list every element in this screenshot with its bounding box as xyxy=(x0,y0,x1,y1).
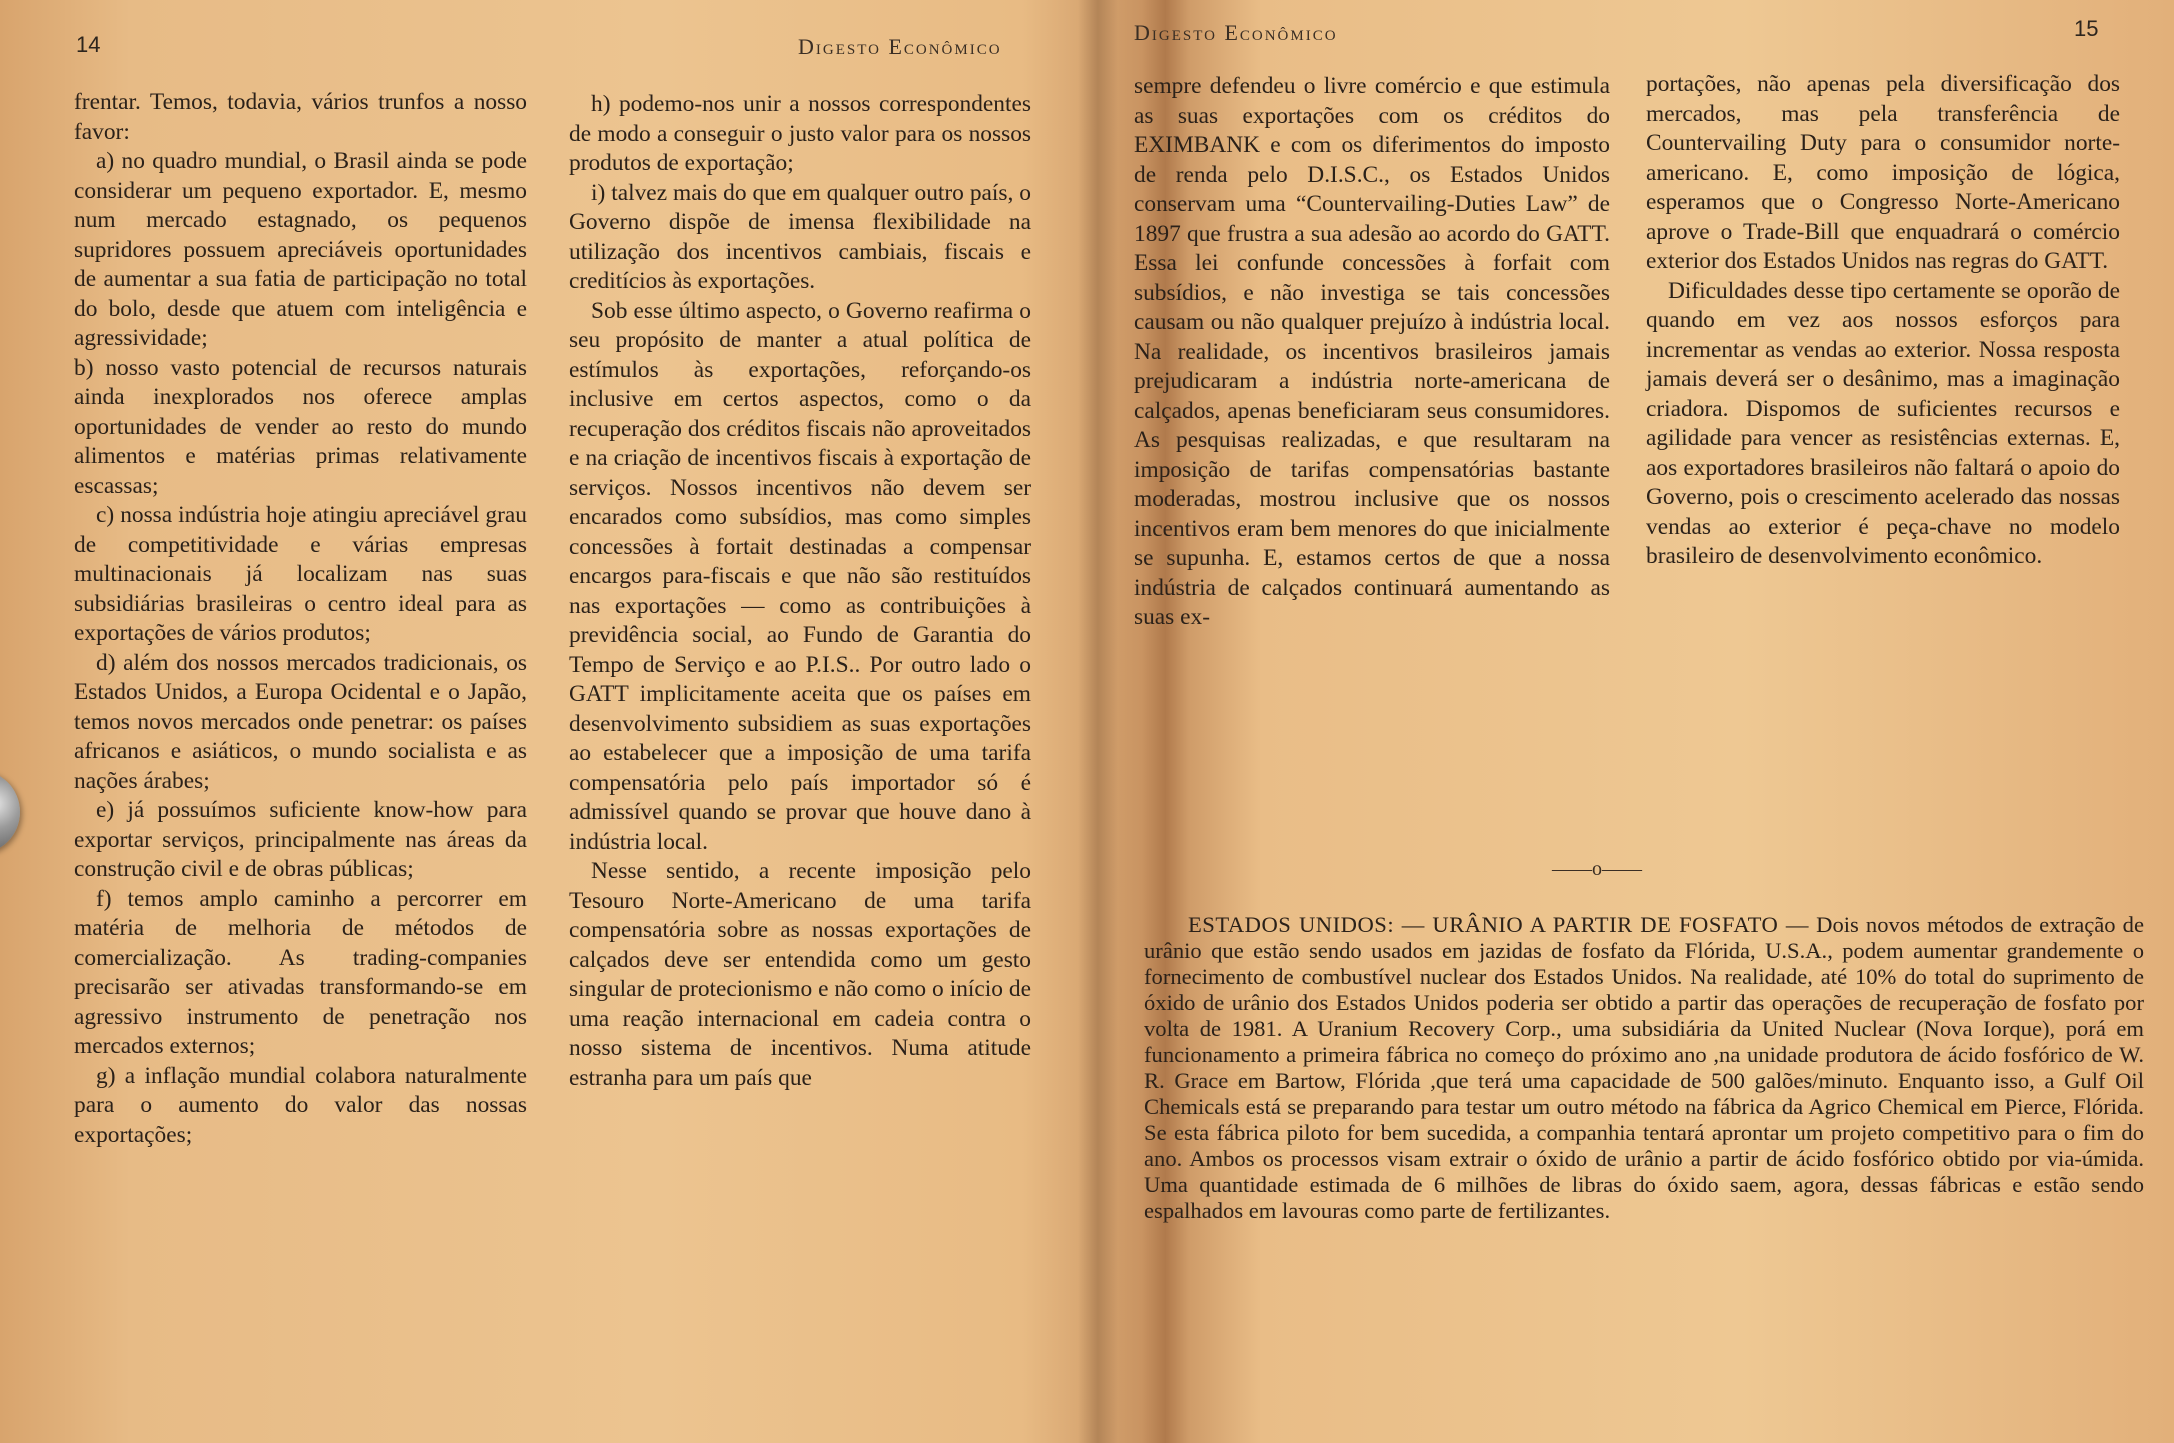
page-number-left: 14 xyxy=(76,32,101,57)
paragraph: i) talvez mais do que em qualquer outro país, o Governo dispõe de imensa flexibilidade na utilização dos incentivos cambiais, fiscais e creditícios às exportações. xyxy=(569,179,1031,294)
left-column-1 xyxy=(74,88,527,1150)
running-head-left: Digesto Econômico xyxy=(798,34,1002,59)
news-body: Dois novos métodos de extração de urânio que estão sendo usados em jazidas de fosfato da Flórida, U.S.A., podem aumentar grandemente o fornecimento de combustível nuclear dos Estados Unidos. Na realidade, até 10% do total do suprimento de óxido de urânio dos Estados Unidos poderia ser obtido a partir das operações de recuperação de fosfato por volta de 1981. A Uranium Recovery Corp., uma subsidiária da United Nuclear (Nova Iorque), porá em funcionamento a primeira fábrica no começo do próximo ano ,na unidade produtora de ácido fosfórico de W. R. Grace em Bartow, Flórida ,que terá uma capacidade de 500 galões/minuto. Enquanto isso, a Gulf Oil Chemicals está se preparando para testar um outro método na fábrica da Agrico Chemical em Pierce, Flórida. Se esta fábrica piloto for bem sucedida, a companhia tentará aprontar um projeto competitivo para o fim do ano. Ambos os processos visam extrair o óxido de urânio a partir de ácido fosfórico obtido por via-úmida. Uma quantidade estimada de 6 milhões de libras do óxido saem, agora, dessas fábricas e estão sendo espalhados em lavouras como parte de fertilizantes. xyxy=(1144,912,2144,1223)
paragraph: sempre defendeu o livre comércio e que estimula as suas exportações com os créditos do EXIMBANK e com os diferimentos do imposto de renda pelo D.I.S.C., os Estados Unidos conservam uma “Countervailing-Duties Law” de 1897 que frustra a sua adesão ao acordo do GATT. Essa lei confunde concessões à forfait com subsídios, e não investiga se tais concessões causam ou não qualquer prejuízo à indústria local. Na realidade, os incentivos brasileiros jamais prejudicaram a indústria norte-americana de calçados, apenas beneficiaram seus consumidores. As pesquisas realizadas, e que resultaram na imposição de tarifas compensatórias bastante moderadas, mostrou inclusive que os nossos incentivos eram bem menores do que inicialmente se supunha. E, estamos certos de que a nossa indústria de calçados continuará aumentando as suas ex- xyxy=(1134,73,1610,630)
paragraph: e) já possuímos suficiente know-how para exportar serviços, principalmente nas áreas da construção civil e de obras públicas; xyxy=(74,797,527,882)
left-column-2 xyxy=(569,90,1031,1093)
right-column-2 xyxy=(1646,70,2120,572)
paragraph: h) podemo-nos unir a nossos correspondentes de modo a conseguir o justo valor para os nossos produtos de exportação; xyxy=(569,91,1031,176)
right-column-1 xyxy=(1134,72,1610,633)
page-number-right: 15 xyxy=(2074,16,2099,41)
paragraph: b) nosso vasto potencial de recursos naturais ainda inexplorados nos oferece amplas oportunidades de vender ao resto do mundo alimentos e matérias primas relativamente escassas; xyxy=(74,354,527,499)
right-page xyxy=(1100,0,2174,1443)
paragraph: f) temos amplo caminho a percorrer em matéria de melhoria de métodos de comercialização. As trading-companies precisarão ser ativadas transformando-se em agressivo instrumento de penetração nos mercados externos; xyxy=(74,885,527,1059)
news-item xyxy=(1144,912,2144,1224)
running-head-right: Digesto Econômico xyxy=(1134,20,1338,45)
paragraph: Dificuldades desse tipo certamente se oporão de quando em vez aos nossos esforços para incrementar as vendas ao exterior. Nossa resposta jamais deverá ser o desânimo, mas a imaginação criadora. Dispomos de suficientes recursos e agilidade para vencer as resistências externas. E, aos exportadores brasileiros não faltará o apoio do Governo, pois o crescimento acelerado das nossas vendas ao exterior é peça-chave no modelo brasileiro de desenvolvimento econômico. xyxy=(1646,277,2120,569)
paragraph: c) nossa indústria hoje atingiu apreciável grau de competitividade e várias empresas multinacionais já localizam nas suas subsidiárias brasileiras o centro ideal para as exportações de vários produtos; xyxy=(74,502,527,646)
paragraph: frentar. Temos, todavia, vários trunfos a nosso favor: xyxy=(74,89,527,145)
left-page xyxy=(0,0,1085,1443)
news-headline: ESTADOS UNIDOS: — URÂNIO A PARTIR DE FOSFATO — xyxy=(1188,912,1810,937)
paper-clip xyxy=(0,770,20,854)
paragraph: Nesse sentido, a recente imposição pelo Tesouro Norte-Americano de uma tarifa compensatória sobre as nossas exportações de calçados deve ser entendida como um gesto singular de protecionismo e não como o início de uma reação internacional em cadeia contra o nosso sistema de incentivos. Numa atitude estranha para um país que xyxy=(569,858,1031,1091)
paragraph: Sob esse último aspecto, o Governo reafirma o seu propósito de manter a atual política de estímulos às exportações, reforçando-os inclusive em certos aspectos, como o da recuperação dos créditos fiscais não aproveitados e na criação de incentivos fiscais à exportação de serviços. Nossos incentivos não devem ser encarados como subsídios, mas como simples concessões à fortait destinadas a compensar encargos para-fiscais e que não são restituídos nas exportações — como as contribuições à previdência social, ao Fundo de Garantia do Tempo de Serviço e ao P.I.S.. Por outro lado o GATT implicitamente aceita que os países em desenvolvimento subsidiem as suas exportações ao estabelecer que a imposição de uma tarifa compensatória pelo país importador só é admissível quando se provar que houve dano à indústria local. xyxy=(569,297,1031,855)
section-divider: ——o—— xyxy=(1552,858,1642,880)
paragraph: a) no quadro mundial, o Brasil ainda se pode considerar um pequeno exportador. E, mesmo num mercado estagnado, os pequenos supridores possuem apreciáveis oportunidades de aumentar a sua fatia de participação no total do bolo, desde que atuem com inteligência e agressividade; xyxy=(74,148,527,351)
paragraph: d) além dos nossos mercados tradicionais, os Estados Unidos, a Europa Ocidental e o Japão, temos novos mercados onde penetrar: os países africanos e asiáticos, o mundo socialista e as nações árabes; xyxy=(74,649,527,794)
paragraph: g) a inflação mundial colabora naturalmente para o aumento do valor das nossas exportações; xyxy=(74,1062,527,1148)
paragraph: portações, não apenas pela diversificação dos mercados, mas pela transferência de Countervailing Duty para o consumidor norte-americano. E, como imposição de lógica, esperamos que o Congresso Norte-Americano aprove o Trade-Bill que enquadrará o comércio exterior dos Estados Unidos nas regras do GATT. xyxy=(1646,71,2120,274)
